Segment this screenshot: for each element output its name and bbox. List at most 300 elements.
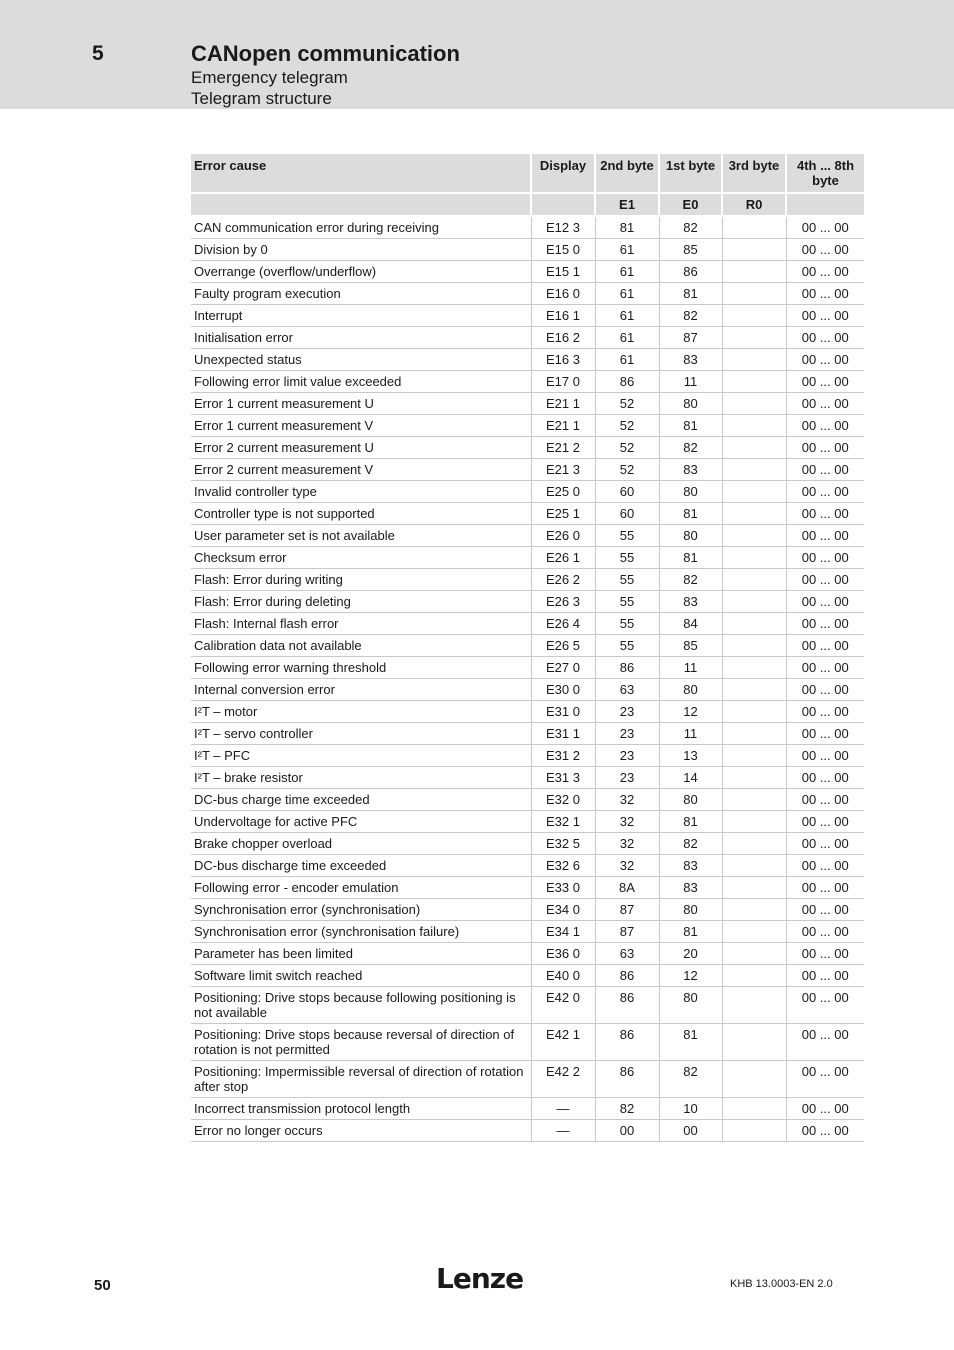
error-cause-cell: Interrupt <box>191 305 531 327</box>
byte3-cell <box>722 481 786 503</box>
table-row <box>191 789 864 811</box>
subsection-subtitle: Telegram structure <box>191 89 332 108</box>
lenze-logo: Lenze <box>436 1262 524 1295</box>
section-subtitle: Emergency telegram <box>191 68 348 87</box>
table-row <box>191 855 864 877</box>
table-row <box>191 811 864 833</box>
byte2-cell: 61 <box>595 239 659 261</box>
error-cause-cell: Brake chopper overload <box>191 833 531 855</box>
byte2-cell: 86 <box>595 657 659 679</box>
display-cell: E21 1 <box>531 393 595 415</box>
byte2-cell: 55 <box>595 525 659 547</box>
byte4-8-cell: 00 ... 00 <box>786 899 864 921</box>
byte1-cell: 81 <box>659 1024 722 1061</box>
byte4-8-cell: 00 ... 00 <box>786 657 864 679</box>
table-row <box>191 833 864 855</box>
table-row <box>191 1098 864 1120</box>
display-cell: E32 0 <box>531 789 595 811</box>
byte2-cell: 55 <box>595 613 659 635</box>
table-row <box>191 437 864 459</box>
byte1-cell: 80 <box>659 789 722 811</box>
byte4-8-cell: 00 ... 00 <box>786 943 864 965</box>
display-cell: E15 1 <box>531 261 595 283</box>
error-cause-cell: Error 1 current measurement U <box>191 393 531 415</box>
error-cause-cell: I²T – PFC <box>191 745 531 767</box>
byte3-cell <box>722 921 786 943</box>
byte1-cell: 80 <box>659 525 722 547</box>
table-row <box>191 987 864 1024</box>
byte3-cell <box>722 239 786 261</box>
error-cause-cell: I²T – brake resistor <box>191 767 531 789</box>
byte4-8-cell: 00 ... 00 <box>786 283 864 305</box>
display-cell: E32 1 <box>531 811 595 833</box>
byte2-cell: 63 <box>595 943 659 965</box>
byte4-8-cell: 00 ... 00 <box>786 261 864 283</box>
byte4-8-cell: 00 ... 00 <box>786 1120 864 1142</box>
byte1-cell: 85 <box>659 635 722 657</box>
byte2-cell: 61 <box>595 261 659 283</box>
byte2-cell: 61 <box>595 349 659 371</box>
byte3-cell <box>722 415 786 437</box>
display-cell: E36 0 <box>531 943 595 965</box>
table-row <box>191 965 864 987</box>
table-header-row <box>191 154 864 193</box>
byte3-cell <box>722 591 786 613</box>
document-code: KHB 13.0003-EN 2.0 <box>730 1278 833 1290</box>
byte1-cell: 12 <box>659 701 722 723</box>
error-cause-cell: Following error warning threshold <box>191 657 531 679</box>
byte3-cell <box>722 833 786 855</box>
table-row <box>191 745 864 767</box>
display-cell: E12 3 <box>531 216 595 239</box>
error-cause-cell: Positioning: Drive stops because following positioning is not available <box>191 987 531 1024</box>
error-cause-cell: I²T – motor <box>191 701 531 723</box>
byte2-cell: 8A <box>595 877 659 899</box>
byte3-cell <box>722 679 786 701</box>
byte4-8-cell: 00 ... 00 <box>786 327 864 349</box>
byte1-cell: 87 <box>659 327 722 349</box>
error-cause-cell: CAN communication error during receiving <box>191 216 531 239</box>
table-row <box>191 503 864 525</box>
byte3-cell <box>722 1098 786 1120</box>
display-cell: E34 0 <box>531 899 595 921</box>
table-row <box>191 899 864 921</box>
display-cell: — <box>531 1120 595 1142</box>
display-cell: E25 1 <box>531 503 595 525</box>
byte4-8-cell: 00 ... 00 <box>786 415 864 437</box>
table-row <box>191 591 864 613</box>
error-cause-cell: I²T – servo controller <box>191 723 531 745</box>
table-row <box>191 459 864 481</box>
byte2-cell: 86 <box>595 371 659 393</box>
display-cell: E34 1 <box>531 921 595 943</box>
byte2-cell: 60 <box>595 503 659 525</box>
error-cause-cell: Flash: Error during writing <box>191 569 531 591</box>
subheader-e1: E1 <box>595 193 659 216</box>
byte2-cell: 32 <box>595 833 659 855</box>
byte4-8-cell: 00 ... 00 <box>786 591 864 613</box>
byte4-8-cell: 00 ... 00 <box>786 855 864 877</box>
byte3-cell <box>722 1024 786 1061</box>
byte2-cell: 00 <box>595 1120 659 1142</box>
byte2-cell: 87 <box>595 921 659 943</box>
display-cell: E21 2 <box>531 437 595 459</box>
display-cell: E31 1 <box>531 723 595 745</box>
byte3-cell <box>722 811 786 833</box>
byte2-cell: 55 <box>595 547 659 569</box>
byte2-cell: 61 <box>595 283 659 305</box>
byte2-cell: 55 <box>595 635 659 657</box>
byte4-8-cell: 00 ... 00 <box>786 767 864 789</box>
byte3-cell <box>722 283 786 305</box>
byte4-8-cell: 00 ... 00 <box>786 459 864 481</box>
display-cell: E27 0 <box>531 657 595 679</box>
error-cause-cell: Error 2 current measurement U <box>191 437 531 459</box>
error-cause-cell: Division by 0 <box>191 239 531 261</box>
column-header-error-cause: Error cause <box>191 154 531 193</box>
column-header-display: Display <box>531 154 595 193</box>
display-cell: E32 5 <box>531 833 595 855</box>
byte2-cell: 32 <box>595 855 659 877</box>
byte4-8-cell: 00 ... 00 <box>786 965 864 987</box>
byte3-cell <box>722 701 786 723</box>
byte3-cell <box>722 437 786 459</box>
byte1-cell: 80 <box>659 899 722 921</box>
byte4-8-cell: 00 ... 00 <box>786 679 864 701</box>
byte3-cell <box>722 216 786 239</box>
column-header-4th-8th-byte: 4th ... 8th byte <box>786 154 864 193</box>
table-row <box>191 415 864 437</box>
table-row <box>191 327 864 349</box>
byte4-8-cell: 00 ... 00 <box>786 216 864 239</box>
table-row <box>191 216 864 239</box>
table-row <box>191 1024 864 1061</box>
byte3-cell <box>722 569 786 591</box>
byte1-cell: 82 <box>659 437 722 459</box>
byte3-cell <box>722 547 786 569</box>
byte1-cell: 00 <box>659 1120 722 1142</box>
table-row <box>191 701 864 723</box>
table-row <box>191 679 864 701</box>
subheader-display <box>531 193 595 216</box>
table-subheader-row <box>191 193 864 216</box>
byte1-cell: 82 <box>659 569 722 591</box>
byte1-cell: 81 <box>659 811 722 833</box>
error-cause-cell: Overrange (overflow/underflow) <box>191 261 531 283</box>
table-row <box>191 283 864 305</box>
table-row <box>191 239 864 261</box>
display-cell: E15 0 <box>531 239 595 261</box>
byte4-8-cell: 00 ... 00 <box>786 1098 864 1120</box>
byte2-cell: 52 <box>595 415 659 437</box>
error-cause-cell: Internal conversion error <box>191 679 531 701</box>
error-cause-cell: User parameter set is not available <box>191 525 531 547</box>
byte4-8-cell: 00 ... 00 <box>786 811 864 833</box>
display-cell: E16 0 <box>531 283 595 305</box>
byte4-8-cell: 00 ... 00 <box>786 525 864 547</box>
display-cell: E26 2 <box>531 569 595 591</box>
byte2-cell: 63 <box>595 679 659 701</box>
error-cause-cell: Positioning: Impermissible reversal of direction of rotation after stop <box>191 1061 531 1098</box>
display-cell: E26 1 <box>531 547 595 569</box>
error-cause-cell: Initialisation error <box>191 327 531 349</box>
error-cause-cell: DC-bus charge time exceeded <box>191 789 531 811</box>
table-row <box>191 877 864 899</box>
byte1-cell: 86 <box>659 261 722 283</box>
error-cause-cell: Following error - encoder emulation <box>191 877 531 899</box>
byte2-cell: 23 <box>595 723 659 745</box>
error-cause-cell: Flash: Internal flash error <box>191 613 531 635</box>
table-row <box>191 657 864 679</box>
chapter-number: 5 <box>92 42 104 65</box>
table-row <box>191 613 864 635</box>
display-cell: — <box>531 1098 595 1120</box>
byte4-8-cell: 00 ... 00 <box>786 1024 864 1061</box>
byte2-cell: 52 <box>595 459 659 481</box>
byte1-cell: 14 <box>659 767 722 789</box>
byte4-8-cell: 00 ... 00 <box>786 613 864 635</box>
error-cause-cell: Synchronisation error (synchronisation) <box>191 899 531 921</box>
byte1-cell: 83 <box>659 855 722 877</box>
error-cause-cell: Calibration data not available <box>191 635 531 657</box>
header-band <box>0 0 954 109</box>
byte1-cell: 81 <box>659 547 722 569</box>
byte1-cell: 83 <box>659 877 722 899</box>
chapter-title: CANopen communication <box>191 41 460 66</box>
byte2-cell: 86 <box>595 1024 659 1061</box>
byte3-cell <box>722 965 786 987</box>
byte4-8-cell: 00 ... 00 <box>786 371 864 393</box>
display-cell: E42 0 <box>531 987 595 1024</box>
byte3-cell <box>722 1120 786 1142</box>
error-cause-cell: Software limit switch reached <box>191 965 531 987</box>
byte3-cell <box>722 635 786 657</box>
byte4-8-cell: 00 ... 00 <box>786 635 864 657</box>
table-row <box>191 349 864 371</box>
display-cell: E42 2 <box>531 1061 595 1098</box>
display-cell: E33 0 <box>531 877 595 899</box>
table-row <box>191 921 864 943</box>
table-row <box>191 1120 864 1142</box>
byte4-8-cell: 00 ... 00 <box>786 1061 864 1098</box>
display-cell: E21 1 <box>531 415 595 437</box>
display-cell: E30 0 <box>531 679 595 701</box>
byte2-cell: 55 <box>595 591 659 613</box>
byte4-8-cell: 00 ... 00 <box>786 569 864 591</box>
display-cell: E26 5 <box>531 635 595 657</box>
byte1-cell: 80 <box>659 987 722 1024</box>
subheader-r0: R0 <box>722 193 786 216</box>
display-cell: E17 0 <box>531 371 595 393</box>
byte4-8-cell: 00 ... 00 <box>786 393 864 415</box>
byte1-cell: 80 <box>659 481 722 503</box>
byte3-cell <box>722 767 786 789</box>
byte3-cell <box>722 393 786 415</box>
byte3-cell <box>722 305 786 327</box>
byte1-cell: 85 <box>659 239 722 261</box>
error-cause-cell: Incorrect transmission protocol length <box>191 1098 531 1120</box>
display-cell: E31 2 <box>531 745 595 767</box>
byte4-8-cell: 00 ... 00 <box>786 723 864 745</box>
table-row <box>191 1061 864 1098</box>
display-cell: E26 4 <box>531 613 595 635</box>
table-row <box>191 569 864 591</box>
byte1-cell: 83 <box>659 459 722 481</box>
byte1-cell: 11 <box>659 371 722 393</box>
table-row <box>191 393 864 415</box>
byte4-8-cell: 00 ... 00 <box>786 745 864 767</box>
byte3-cell <box>722 855 786 877</box>
byte1-cell: 11 <box>659 657 722 679</box>
display-cell: E16 3 <box>531 349 595 371</box>
table-row <box>191 767 864 789</box>
error-cause-cell: Synchronisation error (synchronisation failure) <box>191 921 531 943</box>
byte3-cell <box>722 327 786 349</box>
byte4-8-cell: 00 ... 00 <box>786 349 864 371</box>
table-row <box>191 635 864 657</box>
display-cell: E42 1 <box>531 1024 595 1061</box>
byte3-cell <box>722 371 786 393</box>
byte3-cell <box>722 877 786 899</box>
byte1-cell: 84 <box>659 613 722 635</box>
error-cause-cell: Invalid controller type <box>191 481 531 503</box>
byte4-8-cell: 00 ... 00 <box>786 921 864 943</box>
column-header-2nd-byte: 2nd byte <box>595 154 659 193</box>
byte3-cell <box>722 349 786 371</box>
table-row <box>191 943 864 965</box>
byte2-cell: 86 <box>595 1061 659 1098</box>
table-row <box>191 261 864 283</box>
byte3-cell <box>722 789 786 811</box>
byte2-cell: 82 <box>595 1098 659 1120</box>
error-cause-cell: Unexpected status <box>191 349 531 371</box>
byte2-cell: 87 <box>595 899 659 921</box>
display-cell: E25 0 <box>531 481 595 503</box>
byte2-cell: 60 <box>595 481 659 503</box>
byte3-cell <box>722 459 786 481</box>
byte4-8-cell: 00 ... 00 <box>786 789 864 811</box>
byte1-cell: 82 <box>659 216 722 239</box>
byte1-cell: 10 <box>659 1098 722 1120</box>
table-row <box>191 305 864 327</box>
table-row <box>191 525 864 547</box>
byte3-cell <box>722 723 786 745</box>
byte2-cell: 32 <box>595 811 659 833</box>
byte4-8-cell: 00 ... 00 <box>786 547 864 569</box>
byte2-cell: 32 <box>595 789 659 811</box>
error-cause-cell: DC-bus discharge time exceeded <box>191 855 531 877</box>
display-cell: E21 3 <box>531 459 595 481</box>
byte2-cell: 52 <box>595 437 659 459</box>
byte1-cell: 12 <box>659 965 722 987</box>
byte2-cell: 23 <box>595 767 659 789</box>
byte3-cell <box>722 987 786 1024</box>
byte1-cell: 11 <box>659 723 722 745</box>
byte2-cell: 52 <box>595 393 659 415</box>
error-cause-cell: Error 1 current measurement V <box>191 415 531 437</box>
error-cause-cell: Error 2 current measurement V <box>191 459 531 481</box>
column-header-3rd-byte: 3rd byte <box>722 154 786 193</box>
byte4-8-cell: 00 ... 00 <box>786 437 864 459</box>
byte1-cell: 83 <box>659 591 722 613</box>
subheader-4th-8th <box>786 193 864 216</box>
byte1-cell: 82 <box>659 305 722 327</box>
byte2-cell: 61 <box>595 305 659 327</box>
error-cause-cell: Flash: Error during deleting <box>191 591 531 613</box>
table-body <box>191 216 864 1142</box>
error-cause-cell: Controller type is not supported <box>191 503 531 525</box>
display-cell: E31 3 <box>531 767 595 789</box>
column-header-1st-byte: 1st byte <box>659 154 722 193</box>
byte1-cell: 81 <box>659 921 722 943</box>
byte1-cell: 80 <box>659 679 722 701</box>
subheader-e0: E0 <box>659 193 722 216</box>
byte1-cell: 81 <box>659 415 722 437</box>
display-cell: E26 0 <box>531 525 595 547</box>
byte2-cell: 23 <box>595 701 659 723</box>
byte1-cell: 82 <box>659 833 722 855</box>
byte1-cell: 13 <box>659 745 722 767</box>
display-cell: E32 6 <box>531 855 595 877</box>
error-cause-cell: Faulty program execution <box>191 283 531 305</box>
byte3-cell <box>722 899 786 921</box>
error-cause-cell: Error no longer occurs <box>191 1120 531 1142</box>
byte2-cell: 61 <box>595 327 659 349</box>
display-cell: E16 1 <box>531 305 595 327</box>
error-cause-cell: Positioning: Drive stops because reversal of direction of rotation is not permitted <box>191 1024 531 1061</box>
byte3-cell <box>722 943 786 965</box>
byte2-cell: 86 <box>595 965 659 987</box>
byte2-cell: 81 <box>595 216 659 239</box>
byte1-cell: 81 <box>659 503 722 525</box>
byte4-8-cell: 00 ... 00 <box>786 481 864 503</box>
display-cell: E16 2 <box>531 327 595 349</box>
byte2-cell: 23 <box>595 745 659 767</box>
byte4-8-cell: 00 ... 00 <box>786 701 864 723</box>
error-cause-cell: Following error limit value exceeded <box>191 371 531 393</box>
table-row <box>191 371 864 393</box>
table-row <box>191 723 864 745</box>
byte4-8-cell: 00 ... 00 <box>786 833 864 855</box>
byte3-cell <box>722 613 786 635</box>
error-cause-cell: Undervoltage for active PFC <box>191 811 531 833</box>
error-cause-cell: Parameter has been limited <box>191 943 531 965</box>
error-table <box>191 154 864 1142</box>
byte1-cell: 80 <box>659 393 722 415</box>
display-cell: E26 3 <box>531 591 595 613</box>
byte1-cell: 81 <box>659 283 722 305</box>
table-row <box>191 481 864 503</box>
byte4-8-cell: 00 ... 00 <box>786 305 864 327</box>
byte3-cell <box>722 745 786 767</box>
byte1-cell: 82 <box>659 1061 722 1098</box>
subheader-error-cause <box>191 193 531 216</box>
byte4-8-cell: 00 ... 00 <box>786 877 864 899</box>
byte4-8-cell: 00 ... 00 <box>786 239 864 261</box>
byte4-8-cell: 00 ... 00 <box>786 503 864 525</box>
byte3-cell <box>722 261 786 283</box>
byte1-cell: 20 <box>659 943 722 965</box>
byte4-8-cell: 00 ... 00 <box>786 987 864 1024</box>
display-cell: E40 0 <box>531 965 595 987</box>
display-cell: E31 0 <box>531 701 595 723</box>
byte3-cell <box>722 657 786 679</box>
byte3-cell <box>722 1061 786 1098</box>
byte3-cell <box>722 503 786 525</box>
table-row <box>191 547 864 569</box>
byte2-cell: 55 <box>595 569 659 591</box>
byte2-cell: 86 <box>595 987 659 1024</box>
